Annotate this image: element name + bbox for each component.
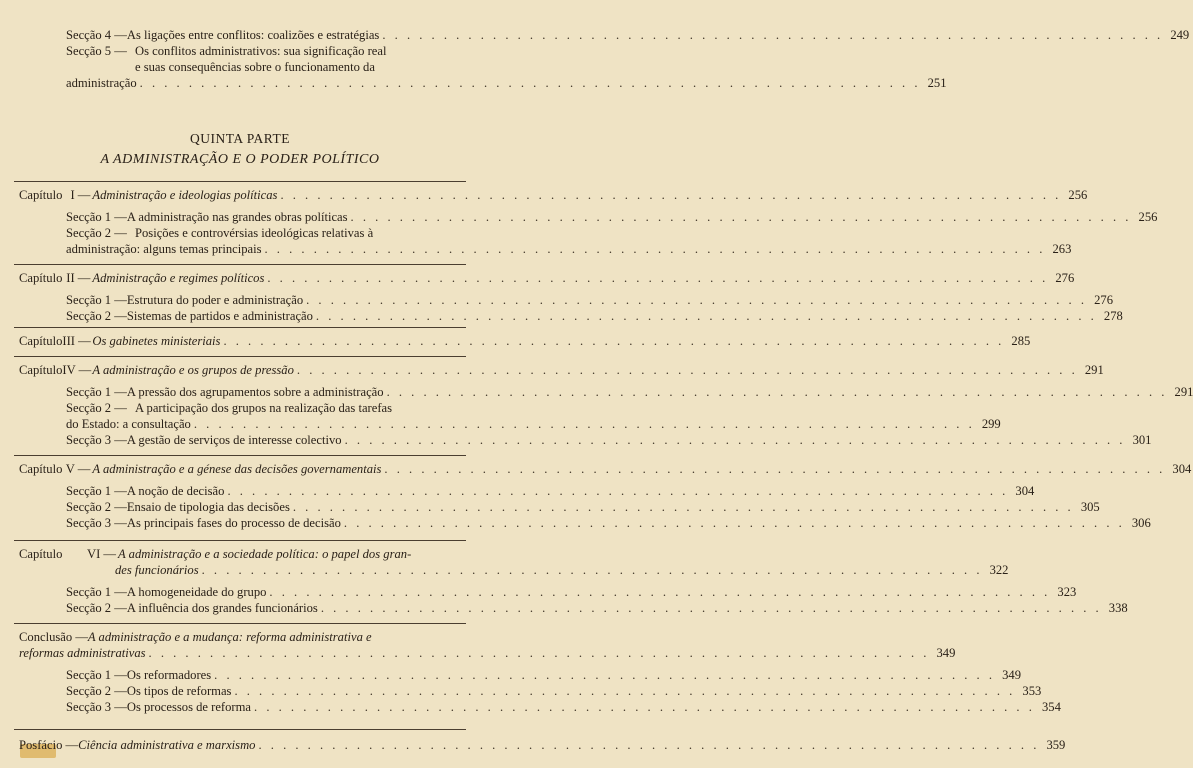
dot-leader: . . . . . . . . . . . . . . . . . . . . . . . . . . . . . . . . . . . . . . . . . . . . . . . . . . . . . . . . . . . . . . . . (306, 293, 1087, 307)
entry-text: Os conflitos administrativos: sua significação real (135, 44, 387, 58)
page-number: 249 (1170, 28, 1190, 42)
chapter-rule (14, 356, 466, 357)
dot-leader: . . . . . . . . . . . . . . . . . . . . . . . . . . . . . . . . . . . . . . . . . . . . . . . . . . . . . . . . . . . . . . . . (193, 417, 975, 431)
dot-leader: . . . . . . . . . . . . . . . . . . . . . . . . . . . . . . . . . . . . . . . . . . . . . . . . . . . . . . . . . . . . . . . . (223, 334, 1005, 348)
chapter-2-section-2 (66, 308, 1123, 324)
dot-leader: . . . . . . . . . . . . . . . . . . . . . . . . . . . . . . . . . . . . . . . . . . . . . . . . . . . . . . . . . . . . . . . . (382, 28, 1164, 42)
chapter-rule (14, 327, 466, 328)
chapter-rule (14, 540, 466, 541)
chapter-6-entry-cont (115, 562, 1009, 578)
entry-text: Estrutura do poder e administração (126, 293, 304, 307)
page-number: 263 (1052, 242, 1072, 256)
page-number: 276 (1055, 271, 1075, 285)
chapter-5-section-2 (66, 499, 1100, 515)
chapter-label: Capítulo (19, 547, 63, 561)
dot-leader: . . . . . . . . . . . . . . . . . . . . . . . . . . . . . . . . . . . . . . . . . . . . . . . . . . . . . . . . . . . . . . . . (254, 700, 1035, 714)
entry-text: Os processos de reforma (126, 700, 252, 714)
chapter-rule (14, 264, 466, 265)
entry-text: Os reformadores (126, 668, 212, 682)
dot-leader: . . . . . . . . . . . . . . . . . . . . . . . . . . . . . . . . . . . . . . . . . . . . . . . . . . . . . . . . . . . . . . . . (350, 210, 1132, 224)
chapter-roman: I — (70, 188, 91, 202)
page-number: 353 (1022, 684, 1042, 698)
entry-label: Secção 4 — (66, 28, 127, 42)
page-number: 301 (1132, 433, 1152, 447)
chapter-5-section-3 (66, 515, 1151, 531)
dot-leader: . . . . . . . . . . . . . . . . . . . . . . . . . . . . . . . . . . . . . . . . . . . . . . . . . . . . . . . . . . . . . . . . (264, 242, 1046, 256)
page-number: 291 (1174, 385, 1193, 399)
entry-label: Secção 1 — (66, 210, 127, 224)
page-number: 354 (1041, 700, 1061, 714)
chapter-1-entry (19, 187, 1088, 203)
chapter-roman: III — (62, 334, 91, 348)
chapter-title-cont: des funcionários (115, 563, 199, 577)
page-number: 349 (1002, 668, 1021, 682)
postface-title: Ciência administrativa e marxismo (78, 738, 256, 752)
chapter-roman: II — (66, 271, 91, 285)
dot-leader: . . . . . . . . . . . . . . . . . . . . . . . . . . . . . . . . . . . . . . . . . . . . . . . . . . . . . . . . . . . . . . . . (344, 433, 1126, 447)
chapter-4-section-3 (66, 432, 1152, 448)
page-number: 359 (1046, 738, 1066, 752)
entry-text: As principais fases do processo de decisão (126, 516, 341, 530)
section-5-entry-end (66, 75, 947, 91)
postface-label: Posfácio — (19, 738, 79, 752)
chapter-title: Administração e regimes políticos (92, 271, 265, 285)
chapter-label: Capítulo (19, 271, 63, 285)
entry-text: A participação dos grupos na realização das tarefas (135, 401, 393, 415)
entry-label: Secção 2 — (66, 401, 127, 415)
page-number: 285 (1011, 334, 1031, 348)
conclusion-section-3 (66, 699, 1061, 715)
page-number: 306 (1131, 516, 1151, 530)
part-title: QUINTA PARTE (190, 131, 290, 146)
conclusion-title-cont: reformas administrativas (19, 646, 146, 660)
entry-text: A homogeneidade do grupo (126, 585, 267, 599)
entry-text: A influência dos grandes funcionários (126, 601, 318, 615)
chapter-6-section-2 (66, 600, 1128, 616)
chapter-title: A administração e os grupos de pressão (92, 363, 294, 377)
page-number: 299 (981, 417, 1001, 431)
page-number: 304 (1015, 484, 1035, 498)
conclusion-title: A administração e a mudança: reforma administrativa e (87, 630, 372, 644)
chapter-label: Capítulo (19, 334, 63, 348)
dot-leader: . . . . . . . . . . . . . . . . . . . . . . . . . . . . . . . . . . . . . . . . . . . . . . . . . . . . . . . . . . . . . . . . (139, 76, 921, 90)
chapter-3-entry (19, 333, 1031, 349)
entry-label: Secção 5 — (66, 44, 127, 58)
dot-leader: . . . . . . . . . . . . . . . . . . . . . . . . . . . . . . . . . . . . . . . . . . . . . . . . . . . . . . . . . . . . . . . . (292, 500, 1074, 514)
section-4-entry (66, 27, 1190, 43)
entry-label: Secção 2 — (66, 226, 127, 240)
dot-leader: . . . . . . . . . . . . . . . . . . . . . . . . . . . . . . . . . . . . . . . . . . . . . . . . . . . . . . . . . . . . . . . . (315, 309, 1097, 323)
dot-leader: . . . . . . . . . . . . . . . . . . . . . . . . . . . . . . . . . . . . . . . . . . . . . . . . . . . . . . . . . . . . . . . . (320, 601, 1102, 615)
entry-text: Ensaio de tipologia das decisões (126, 500, 290, 514)
conclusion-entry-cont (19, 645, 956, 661)
dot-leader: . . . . . . . . . . . . . . . . . . . . . . . . . . . . . . . . . . . . . . . . . . . . . . . . . . . . . . . . . . . . . . . . (343, 516, 1125, 530)
chapter-1-section-1 (66, 209, 1158, 225)
page-number: 338 (1108, 601, 1128, 615)
chapter-6-section-1 (66, 584, 1077, 600)
chapter-roman: IV — (62, 363, 92, 377)
page-number: 256 (1068, 188, 1088, 202)
entry-label: Secção 1 — (66, 484, 127, 498)
chapter-5-entry (19, 461, 1192, 477)
postface-entry (19, 737, 1066, 753)
chapter-label: Capítulo (19, 188, 63, 202)
entry-label: Secção 2 — (66, 309, 127, 323)
entry-text: Sistemas de partidos e administração (126, 309, 313, 323)
dot-leader: . . . . . . . . . . . . . . . . . . . . . . . . . . . . . . . . . . . . . . . . . . . . . . . . . . . . . . . . . . . . . . . . (267, 271, 1049, 285)
dot-leader: . . . . . . . . . . . . . . . . . . . . . . . . . . . . . . . . . . . . . . . . . . . . . . . . . . . . . . . . . . . . . . . . (384, 462, 1166, 476)
entry-label: Secção 2 — (66, 500, 127, 514)
entry-text: administração: alguns temas principais (66, 242, 262, 256)
page-number: 323 (1057, 585, 1077, 599)
conclusion-rule (14, 623, 466, 624)
dot-leader: . . . . . . . . . . . . . . . . . . . . . . . . . . . . . . . . . . . . . . . . . . . . . . . . . . . . . . . . . . . . . . . . (201, 563, 983, 577)
chapter-label: Capítulo (19, 462, 63, 476)
chapter-title: A administração e a génese das decisões governamentais (92, 462, 382, 476)
conclusion-section-1 (66, 667, 1021, 683)
entry-label: Secção 3 — (66, 700, 127, 714)
chapter-1-section-2 (66, 241, 1072, 257)
dot-leader: . . . . . . . . . . . . . . . . . . . . . . . . . . . . . . . . . . . . . . . . . . . . . . . . . . . . . . . . . . . . . . . . (269, 585, 1051, 599)
section-5-entry-cont (66, 59, 466, 75)
page-number: 256 (1138, 210, 1158, 224)
chapter-2-section-1 (66, 292, 1113, 308)
dot-leader: . . . . . . . . . . . . . . . . . . . . . . . . . . . . . . . . . . . . . . . . . . . . . . . . . . . . . . . . . . . . . . . . (386, 385, 1168, 399)
entry-text: A noção de decisão (126, 484, 225, 498)
chapter-rule (14, 455, 466, 456)
chapter-1-section-2 (66, 225, 466, 241)
chapter-4-section-1 (66, 384, 1193, 400)
page-number: 278 (1103, 309, 1123, 323)
page-number: 305 (1080, 500, 1100, 514)
entry-label: Secção 1 — (66, 668, 127, 682)
chapter-4-entry (19, 362, 1104, 378)
entry-text: A gestão de serviços de interesse colectivo (126, 433, 342, 447)
dot-leader: . . . . . . . . . . . . . . . . . . . . . . . . . . . . . . . . . . . . . . . . . . . . . . . . . . . . . . . . . . . . . . . . (258, 738, 1040, 752)
entry-text: Os tipos de reformas (126, 684, 232, 698)
chapter-4-section-2 (66, 416, 1001, 432)
page-number: 349 (936, 646, 956, 660)
page-number: 276 (1094, 293, 1113, 307)
entry-label: Secção 2 — (66, 601, 127, 615)
page-number: 251 (927, 76, 947, 90)
entry-text: do Estado: a consultação (66, 417, 191, 431)
dot-leader: . . . . . . . . . . . . . . . . . . . . . . . . . . . . . . . . . . . . . . . . . . . . . . . . . . . . . . . . . . . . . . . . (227, 484, 1009, 498)
section-5-entry (66, 43, 466, 59)
dot-leader: . . . . . . . . . . . . . . . . . . . . . . . . . . . . . . . . . . . . . . . . . . . . . . . . . . . . . . . . . . . . . . . . (234, 684, 1016, 698)
part-subtitle: A ADMINISTRAÇÃO E O PODER POLÍTICO (100, 152, 380, 167)
entry-label: Secção 2 — (66, 684, 127, 698)
entry-text: As ligações entre conflitos: coalizões e estratégias (126, 28, 380, 42)
entry-label: Secção 1 — (66, 293, 127, 307)
page-number: 322 (989, 563, 1009, 577)
entry-label: Secção 1 — (66, 385, 127, 399)
chapter-roman: V — (65, 462, 91, 476)
chapter-title: Administração e ideologias políticas (92, 188, 278, 202)
page-number: 304 (1172, 462, 1192, 476)
dot-leader: . . . . . . . . . . . . . . . . . . . . . . . . . . . . . . . . . . . . . . . . . . . . . . . . . . . . . . . . . . . . . . . . (148, 646, 930, 660)
chapter-5-section-1 (66, 483, 1035, 499)
chapter-label: Capítulo (19, 363, 63, 377)
chapter-2-entry (19, 270, 1075, 286)
dot-leader: . . . . . . . . . . . . . . . . . . . . . . . . . . . . . . . . . . . . . . . . . . . . . . . . . . . . . . . . . . . . . . . . (214, 668, 995, 682)
entry-text: Posições e controvérsias ideológicas relativas à (135, 226, 374, 240)
chapter-roman: VI — (87, 547, 117, 561)
entry-text: A administração nas grandes obras políticas (126, 210, 348, 224)
entry-label: Secção 3 — (66, 433, 127, 447)
dot-leader: . . . . . . . . . . . . . . . . . . . . . . . . . . . . . . . . . . . . . . . . . . . . . . . . . . . . . . . . . . . . . . . . (280, 188, 1062, 202)
conclusion-section-2 (66, 683, 1042, 699)
chapter-4-section-2 (66, 400, 466, 416)
conclusion-entry (19, 629, 466, 645)
entry-text: administração (66, 76, 137, 90)
conclusion-label: Conclusão — (19, 630, 88, 644)
postface-rule (14, 729, 466, 730)
chapter-rule (14, 181, 466, 182)
chapter-title: A administração e a sociedade política: o papel dos gran- (118, 547, 412, 561)
chapter-title: Os gabinetes ministeriais (92, 334, 221, 348)
dot-leader: . . . . . . . . . . . . . . . . . . . . . . . . . . . . . . . . . . . . . . . . . . . . . . . . . . . . . . . . . . . . . . . . (296, 363, 1078, 377)
page-number: 291 (1084, 363, 1104, 377)
entry-label: Secção 3 — (66, 516, 127, 530)
chapter-6-entry (19, 546, 466, 562)
entry-text: e suas consequências sobre o funcionamento da (135, 60, 375, 74)
entry-label: Secção 1 — (66, 585, 127, 599)
entry-text: A pressão dos agrupamentos sobre a administração (126, 385, 384, 399)
